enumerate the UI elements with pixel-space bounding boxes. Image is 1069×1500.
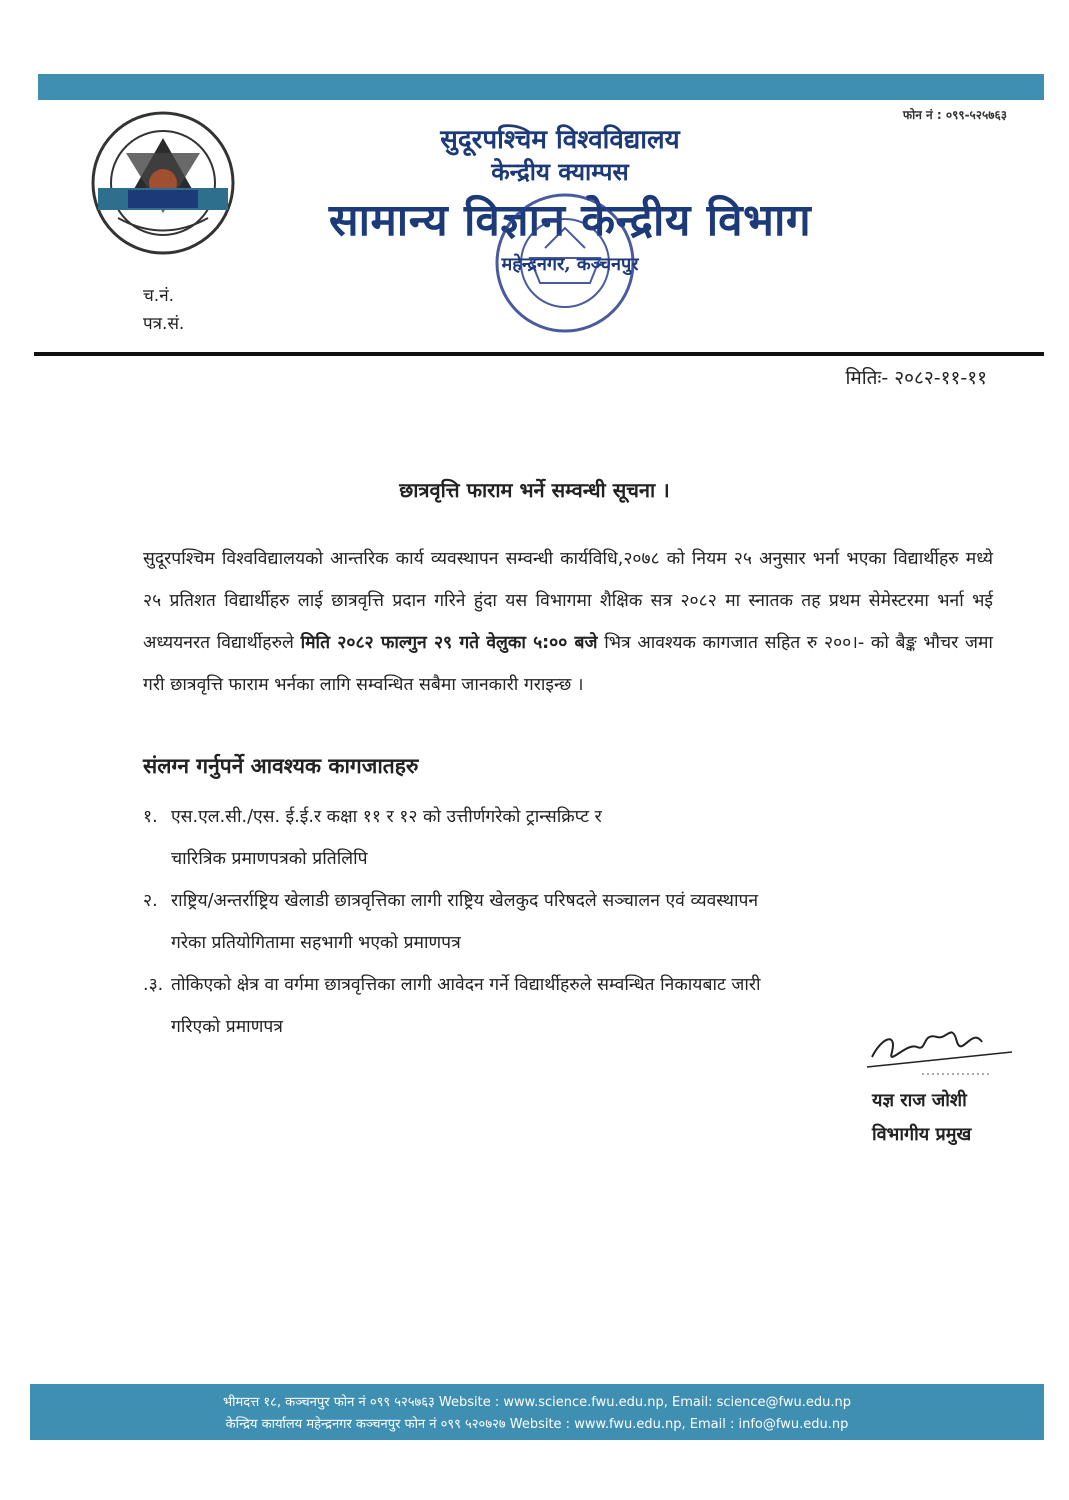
document-item-number: २. (143, 891, 158, 911)
notice-date: मितिः- २०८२-११-११ (845, 367, 987, 389)
footer-line-central: केन्द्रिय कार्यालय महेन्द्रनगर कञ्चनपुर फोन नं ०९९ ५२०७२७ Website : www.fwu.edu.np, Email : info@fwu.edu.np (225, 1417, 849, 1432)
header-color-bar (38, 74, 1044, 100)
campus-name: केन्द्रीय क्याम्पस (491, 157, 629, 186)
document-item-number: १. (143, 807, 158, 827)
reference-cha-number: च.नं. (143, 286, 175, 306)
notice-title: छात्रवृत्ति फाराम भर्ने सम्वन्धी सूचना । (399, 478, 670, 502)
phone-number: फोन नं : ०९९-५२५७६३ (902, 108, 1007, 122)
header-divider (34, 352, 1044, 356)
required-documents-heading: संलग्न गर्नुपर्ने आवश्यक कागजातहरु (143, 754, 419, 778)
document-item-text: तोकिएको क्षेत्र वा वर्गमा छात्रवृत्तिका लागी आवेदन गर्ने विद्यार्थीहरुले सम्वन्धित निकायबाट जारी (171, 975, 761, 995)
document-item-text: राष्ट्रिय/अन्तर्राष्ट्रिय खेलाडी छात्रवृत्तिका लागी राष्ट्रिय खेलकुद परिषदले सञ्चालन एवं व्यवस्थापन (171, 891, 759, 911)
university-name: सुदूरपश्चिम विश्वविद्यालय (440, 125, 680, 155)
department-name: सामान्य विज्ञान केन्द्रीय विभाग (328, 195, 812, 246)
notice-body-part1: सुदूरपश्चिम विश्वविद्यालयको आन्तरिक कार्य व्यवस्थापन सम्वन्धी कार्यविधि,२०७८ को नियम २५ अनुसार भर्ना भएका विद्यार्थीहरु मध्ये २५ प्रतिशत विद्यार्थीहरु लाई छात्रवृत्ति प्रदान गरिने हुंदा यस विभागमा शैक्षिक सत्र २०८२ मा स्नातक तह प्रथम सेमेस्टरमा भर्ना भई अध्ययनरत विद्यार्थीहरुले (143, 549, 993, 653)
notice-body (143, 538, 993, 706)
footer-bar (30, 1384, 1044, 1440)
document-item-continuation: गरिएको प्रमाणपत्र (171, 1017, 283, 1037)
document-item (143, 796, 973, 880)
handwritten-signature-icon (862, 1012, 1032, 1082)
document-item-number: .३. (143, 975, 164, 995)
document-item (143, 964, 973, 1048)
notice-body-part2: भित्र आवश्यक कागजात सहित रु २००।- को बैङ्क भौचर जमा गरी छात्रवृत्ति फाराम भर्नका लागि सम्वन्धित सबैमा जानकारी गराइन्छ । (143, 633, 993, 695)
footer-line-science: भीमदत्त १८, कञ्चनपुर फोन नं ०९९ ५२५७६३ Website : www.science.fwu.edu.np, Email: science@fwu.edu.np (223, 1395, 851, 1410)
reference-patra-number: पत्र.सं. (143, 314, 185, 334)
document-item (143, 880, 973, 964)
document-item-continuation: चारित्रिक प्रमाणपत्रको प्रतिलिपि (171, 849, 368, 869)
signatory-title: विभागीय प्रमुख (872, 1124, 972, 1145)
university-logo-icon (88, 108, 238, 258)
signatory-name: यज्ञ राज जोशी (872, 1090, 967, 1111)
department-location: महेन्द्रनगर, कञ्चनपुर (501, 254, 639, 275)
document-item-text: एस.एल.सी./एस. ई.ई.र कक्षा ११ र १२ को उत्तीर्णगरेको ट्रान्सक्रिप्ट र (171, 807, 602, 827)
notice-body-deadline: मिति २०८२ फाल्गुन २९ गते वेलुका ५:०० बजे (300, 633, 598, 653)
document-item-continuation: गरेका प्रतियोगितामा सहभागी भएको प्रमाणपत्र (171, 933, 461, 953)
official-stamp-icon (490, 188, 640, 338)
